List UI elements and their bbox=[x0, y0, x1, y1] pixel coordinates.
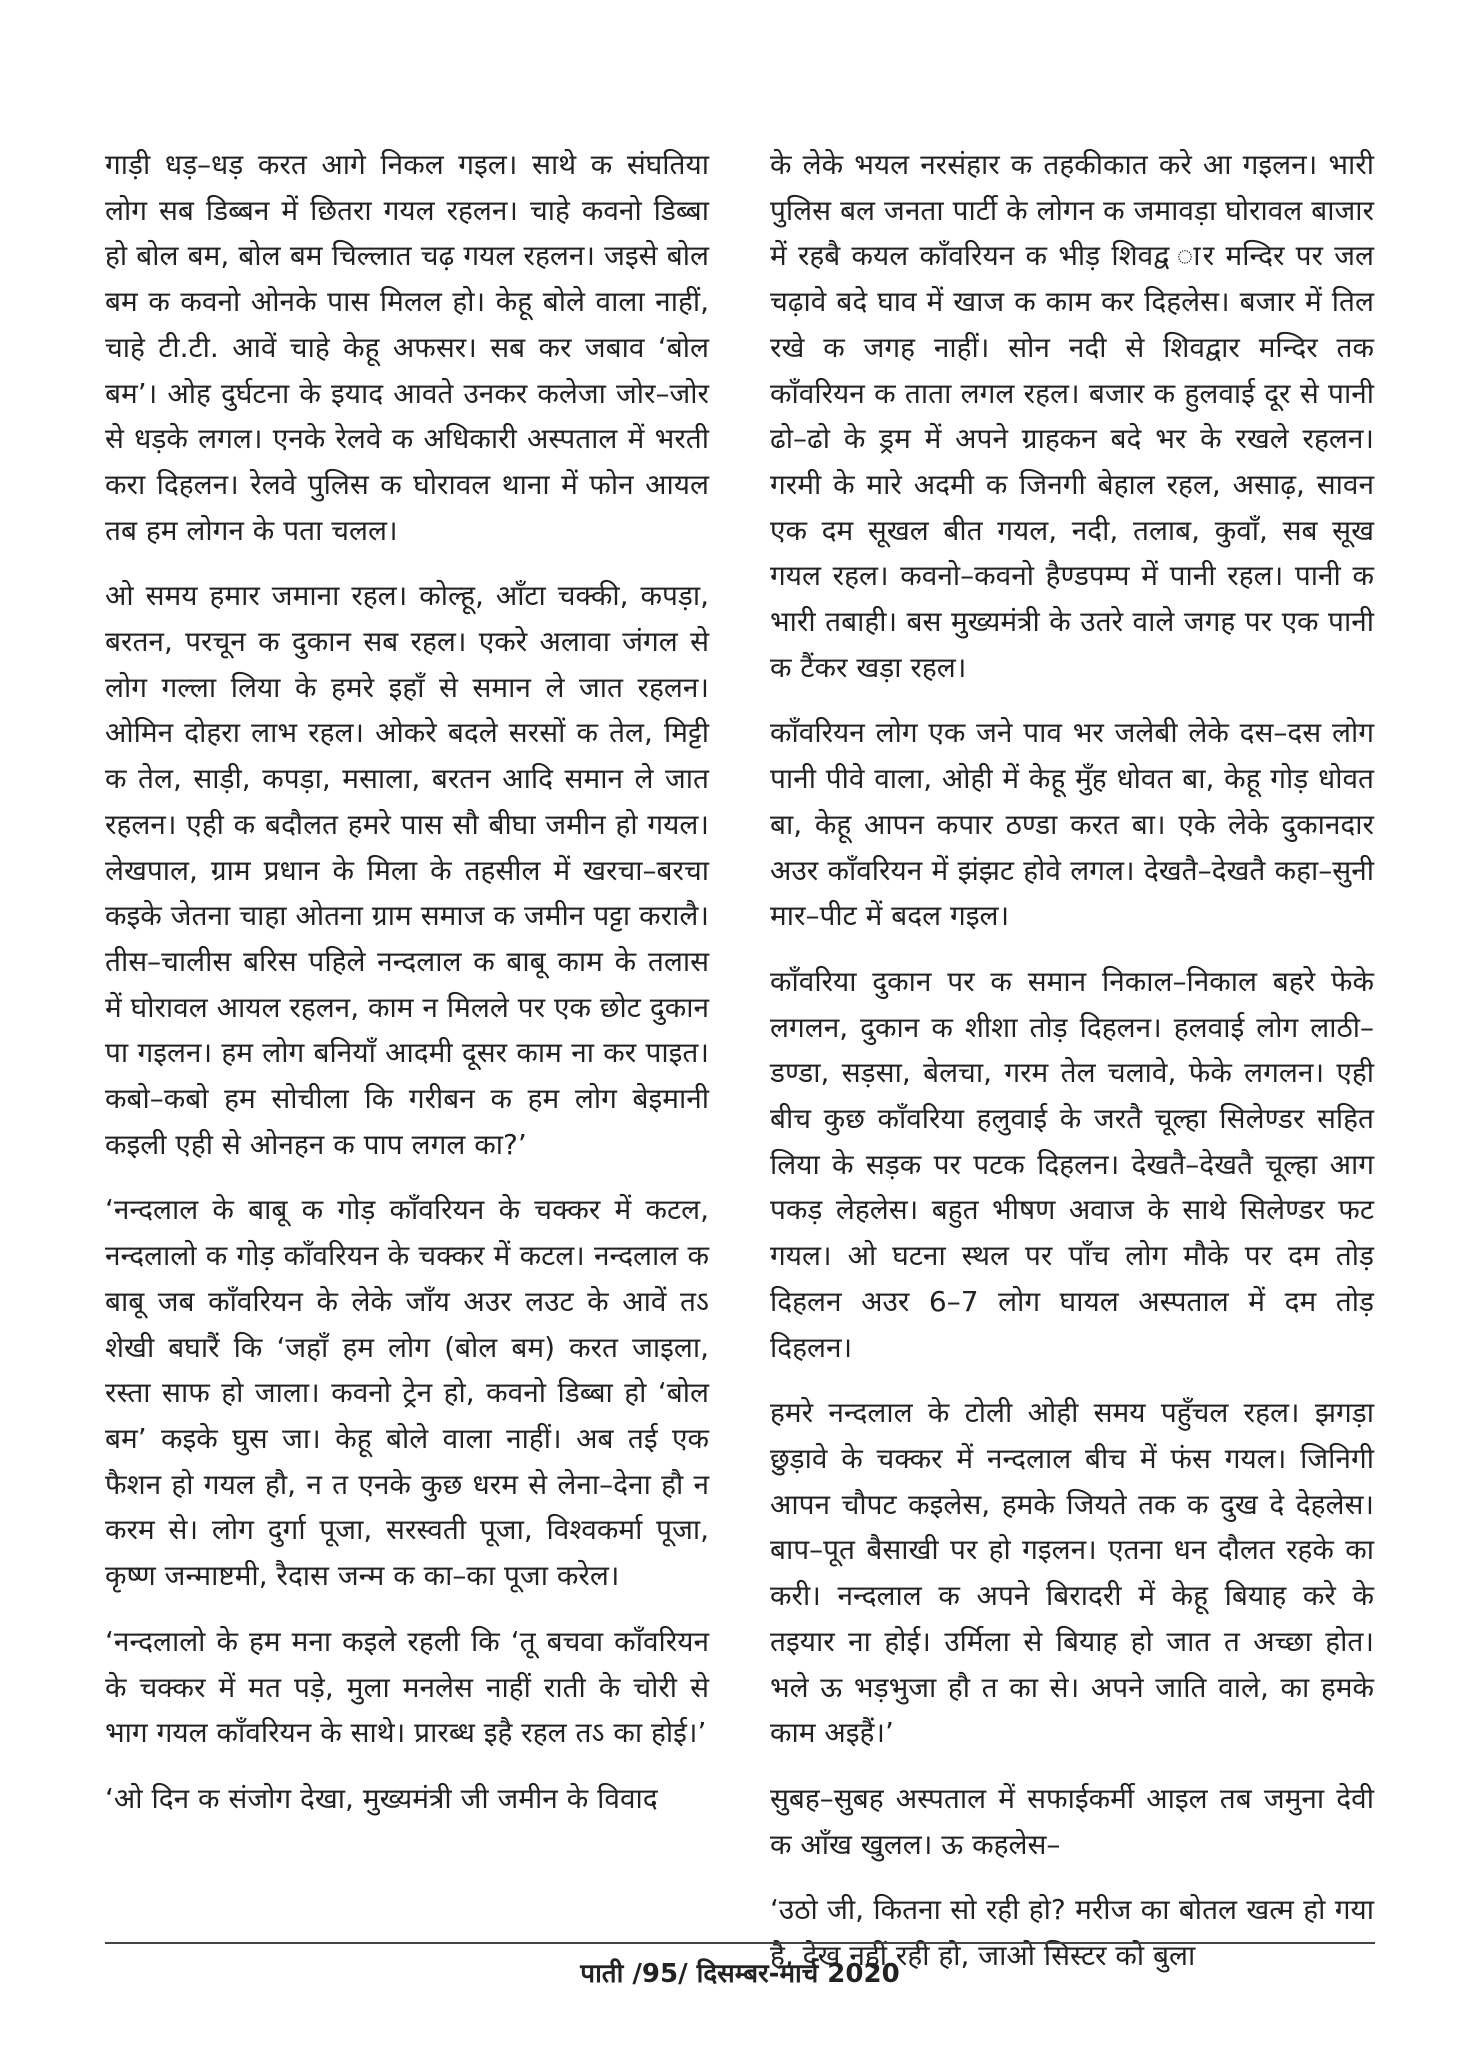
paragraph: ‘नन्दलालो के हम मना कइले रहली कि ‘तू बचवा काँवरियन के चक्कर में मत पड़े, मुला मनलेस नाहीं राती के चोरी से भाग गयल काँवरियन के साथे। प्रारब्ध इहै रहल तऽ का होई।’ bbox=[105, 1624, 709, 1750]
page-footer: पाती /95/ दिसम्बर-मार्च 2020 bbox=[580, 1959, 900, 1989]
paragraph: गाड़ी धड़–धड़ करत आगे निकल गइल। साथे क संघतिया लोग सब डिब्बन में छितरा गयल रहलन। चाहे कवनो डिब्बा हो बोल बम, बोल बम चिल्लात चढ़ गयल रहलन। जइसे बोल बम क कवनो ओनके पास मिलल हो। केहू बोले वाला नाहीं, चाहे टी.टी. आवें चाहे केहू अफसर। सब कर जबाव ‘बोल बम’। ओह दुर्घटना के इयाद आवते उनकर कलेजा जोर–जोर से धड़के लगल। एनके रेलवे क अधिकारी अस्पताल में भरती करा दिहलन। रेलवे पुलिस क घोरावल थाना में फोन आयल तब हम लोगन के पता चलल। bbox=[105, 148, 709, 547]
right-column bbox=[770, 142, 1374, 1999]
paragraph: काँवरिया दुकान पर क समान निकाल–निकाल बहरे फेके लगलन, दुकान क शीशा तोड़ दिहलन। हलवाई लोग लाठी–डण्डा, सड़सा, बेलचा, गरम तेल चलावे, फेके लगलन। एही बीच कुछ काँवरिया हलुवाई के जरतै चूल्हा सिलेण्डर सहित लिया के सड़क पर पटक दिहलन। देखतै–देखतै चूल्हा आग पकड़ लेहलेस। बहुत भीषण अवाज के साथे सिलेण्डर फट गयल। ओ घटना स्थल पर पाँच लोग मौके पर दम तोड़ दिहलन अउर 6–7 लोग घायल अस्पताल में दम तोड़ दिहलन। bbox=[770, 964, 1374, 1364]
left-column bbox=[105, 142, 709, 1842]
paragraph: ओ समय हमार जमाना रहल। कोल्हू, आँटा चक्की, कपड़ा, बरतन, परचून क दुकान सब रहल। एकरे अलावा जंगल से लोग गल्ला लिया के हमरे इहाँ से समान ले जात रहलन। ओमिन दोहरा लाभ रहल। ओकरे बदले सरसों क तेल, मिट्टी क तेल, साड़ी, कपड़ा, मसाला, बरतन आदि समान ले जात रहलन। एही क बदौलत हमरे पास सौ बीघा जमीन हो गयल। लेखपाल, ग्राम प्रधान के मिला के तहसील में खरचा–बरचा कइके जेतना चाहा ओतना ग्राम समाज क जमीन पट्टा करालै। तीस–चालीस बरिस पहिले नन्दलाल क बाबू काम के तलास में घोरावल आयल रहलन, काम न मिलले पर एक छोट दुकान पा गइलन। हम लोग बनियाँ आदमी दूसर काम ना कर पाइत। कबो–कबो हम सोचीला कि गरीबन क हम लोग बेइमानी कइली एही से ओनहन क पाप लगल का?’ bbox=[105, 579, 709, 1161]
paragraph: ‘उठो जी, कितना सो रही हो? मरीज का बोतल खत्म हो गया है, देख नहीं रही हो, जाओ सिस्टर को बुला bbox=[770, 1893, 1374, 1973]
paragraph: के लेके भयल नरसंहार क तहकीकात करे आ गइलन। भारी पुलिस बल जनता पार्टी के लोगन क जमावड़ा घोरावल बाजार में रहबै कयल काँवरियन क भीड़ शिवद्व ार मन्दिर पर जल चढ़ावे बदे घाव में खाज क काम कर दिहलेस। बजार में तिल रखे क जगह नाहीं। सोन नदी से शिवद्वार मन्दिर तक काँवरियन क ताता लगल रहल। बजार क हुलवाई दूर से पानी ढो–ढो के ड्रम में अपने ग्राहकन बदे भर के रखले रहलन। गरमी के मारे अदमी क जिनगी बेहाल रहल, असाढ़, सावन एक दम सूखल बीत गयल, नदी, तलाब, कुवाँ, सब सूख गयल रहल। कवनो–कवनो हैण्डपम्प में पानी रहल। पानी क भारी तबाही। बस मुख्यमंत्री के उतरे वाले जगह पर एक पानी क टैंकर खड़ा रहल। bbox=[770, 148, 1374, 684]
paragraph: ‘ओ दिन क संजोग देखा, मुख्यमंत्री जी जमीन के विवाद bbox=[105, 1781, 658, 1815]
paragraph: हमरे नन्दलाल के टोली ओही समय पहुँचल रहल। झगड़ा छुड़ावे के चक्कर में नन्दलाल बीच में फंस गयल। जिनिगी आपन चौपट कइलेस, हमके जियते तक क दुख दे देहलेस। बाप–पूत बैसाखी पर हो गइलन। एतना धन दौलत रहके का करी। नन्दलाल क अपने बिरादरी में केहू बियाह करे के तइयार ना होई। उर्मिला से बियाह हो जात त अच्छा होत। भले ऊ भड़भुजा हौ त का से। अपने जाति वाले, का हमके काम अइहैं।’ bbox=[770, 1396, 1374, 1750]
paragraph: काँवरियन लोग एक जने पाव भर जलेबी लेके दस–दस लोग पानी पीवे वाला, ओही में केहू मुँह धोवत बा, केहू गोड़ धोवत बा, केहू आपन कपार ठण्डा करत बा। एके लेके दुकानदार अउर काँवरियन में झंझट होवे लगल। देखतै–देखतै कहा–सुनी मार–पीट में बदल गइल। bbox=[770, 716, 1374, 933]
paragraph: सुबह–सुबह अस्पताल में सफाईकर्मी आइल तब जमुना देवी क आँख खुलल। ऊ कहलेस– bbox=[770, 1781, 1374, 1861]
paragraph: ‘नन्दलाल के बाबू क गोड़ काँवरियन के चक्कर में कटल, नन्दलालो क गोड़ काँवरियन के चक्कर में कटल। नन्दलाल क बाबू जब काँवरियन के लेके जाँय अउर लउट के आवें तऽ शेखी बघारैं कि ‘जहाँ हम लोग (बोल बम) करत जाइला, रस्ता साफ हो जाला। कवनो ट्रेन हो, कवनो डिब्बा हो ‘बोल बम’ कइके घुस जा। केहू बोले वाला नाहीं। अब तई एक फैशन हो गयल हौ, न त एनके कुछ धरम से लेना–देना हौ न करम से। लोग दुर्गा पूजा, सरस्वती पूजा, विश्वकर्मा पूजा, कृष्ण जन्माष्टमी, रैदास जन्म क का–का पूजा करेल। bbox=[105, 1193, 709, 1593]
footer-divider bbox=[105, 1942, 1375, 1944]
